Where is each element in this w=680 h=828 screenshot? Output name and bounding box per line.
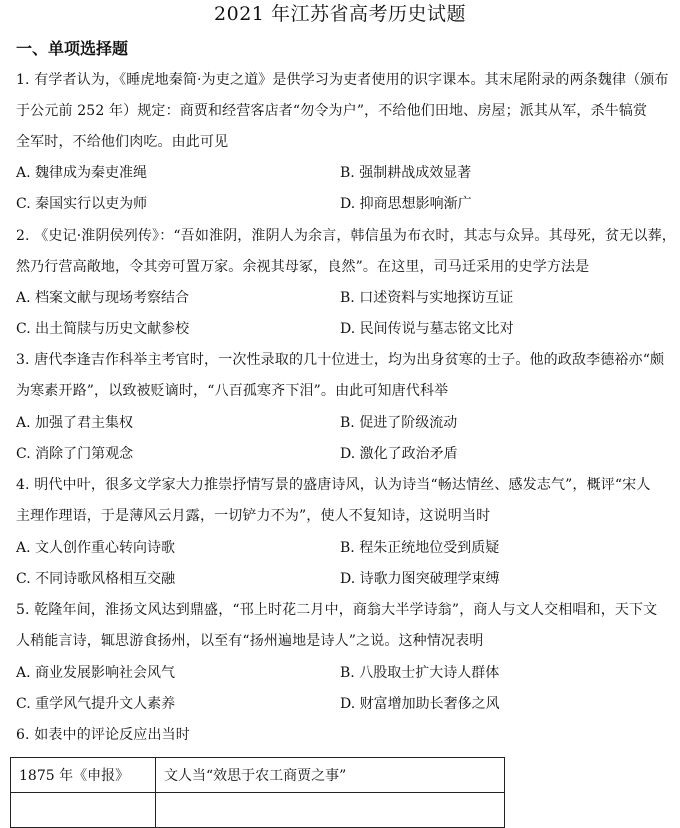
q6-table [10, 757, 505, 828]
question-text-line: 2. 《史记·淮阴侯列传》：“吾如淮阴，淮阴人为余言，韩信虽为布衣时，其志与众异。其母死，贫无以葬， [16, 228, 676, 244]
question-text-line: 人稍能言诗，辄思游食扬州，以至有“扬州遍地是诗人”之说。这种情况表明 [16, 633, 484, 649]
exam-title: 2021 年江苏省高考历史试题 [214, 3, 466, 25]
option-c: C. 重学风气提升文人素养 [16, 696, 176, 712]
option-a: A. 商业发展影响社会风气 [16, 665, 176, 681]
option-c: C. 不同诗歌风格相互交融 [16, 571, 176, 587]
option-a: A. 加强了君主集权 [16, 415, 134, 431]
table-row [11, 758, 505, 793]
option-c: C. 消除了门第观念 [16, 446, 134, 462]
option-d: D. 民间传说与墓志铭文比对 [340, 321, 514, 337]
option-a: A. 魏律成为秦吏准绳 [16, 165, 148, 181]
option-d: D. 抑商思想影响渐广 [340, 196, 472, 212]
table-cell [11, 793, 156, 828]
table-cell [156, 793, 505, 828]
question-text-line: 然乃行营高敞地，令其旁可置万家。余视其母冢，良然”。在这里，司马迁采用的史学方法是 [16, 259, 590, 275]
question-text-line: 主理作理语，于是薄风云月露，一切铲力不为”，使人不复知诗，这说明当时 [16, 508, 491, 524]
question-text-line: 4. 明代中叶，很多文学家大力推崇抒情写景的盛唐诗风，认为诗当“畅达情丝、感发志气”，概评“宋人 [16, 477, 651, 493]
section-heading: 一、单项选择题 [16, 39, 129, 58]
option-b: B. 口述资料与实地探访互证 [340, 290, 514, 306]
option-d: D. 财富增加助长奢侈之风 [340, 696, 500, 712]
option-b: B. 程朱正统地位受到质疑 [340, 540, 500, 556]
option-a: A. 档案文献与现场考察结合 [16, 290, 190, 306]
option-d: D. 诗歌力图突破理学束缚 [340, 571, 500, 587]
option-b: B. 强制耕战成效显著 [340, 165, 472, 181]
question-text-line: 3. 唐代李逢吉作科举主考官时，一次性录取的几十位进士，均为出身贫寒的士子。他的政敌李德裕亦“颇 [16, 352, 665, 368]
option-b: B. 促进了阶级流动 [340, 415, 458, 431]
table-row [11, 793, 505, 828]
question-text-line: 6. 如表中的评论反应出当时 [16, 727, 190, 743]
question-text-line: 5. 乾隆年间，淮扬文风达到鼎盛，“邗上时花二月中，商翁大半学诗翁”，商人与文人交相唱和，天下文 [16, 602, 658, 618]
option-d: D. 激化了政治矛盾 [340, 446, 458, 462]
option-c: C. 秦国实行以吏为师 [16, 196, 148, 212]
option-c: C. 出土简牍与历史文献参校 [16, 321, 190, 337]
question-text-line: 全军时，不给他们肉吃。由此可见 [16, 134, 229, 150]
option-b: B. 八股取士扩大诗人群体 [340, 665, 500, 681]
question-text-line: 于公元前 252 年）规定：商贾和经营客店者“勿令为户”，不给他们田地、房屋；派其从军，杀牛犒赏 [16, 103, 648, 119]
question-text-line: 1. 有学者认为，《睡虎地秦简·为吏之道》是供学习为吏者使用的识字课本。其末尾附录的两条魏律（颁布 [16, 72, 669, 88]
option-a: A. 文人创作重心转向诗歌 [16, 540, 176, 556]
question-text-line: 为寒素开路”，以致被贬谪时，“八百孤寒齐下泪”。由此可知唐代科举 [16, 383, 449, 399]
table-cell: 文人当“效思于农工商贾之事” [156, 758, 505, 793]
table-cell: 1875 年《申报》 [11, 758, 156, 793]
